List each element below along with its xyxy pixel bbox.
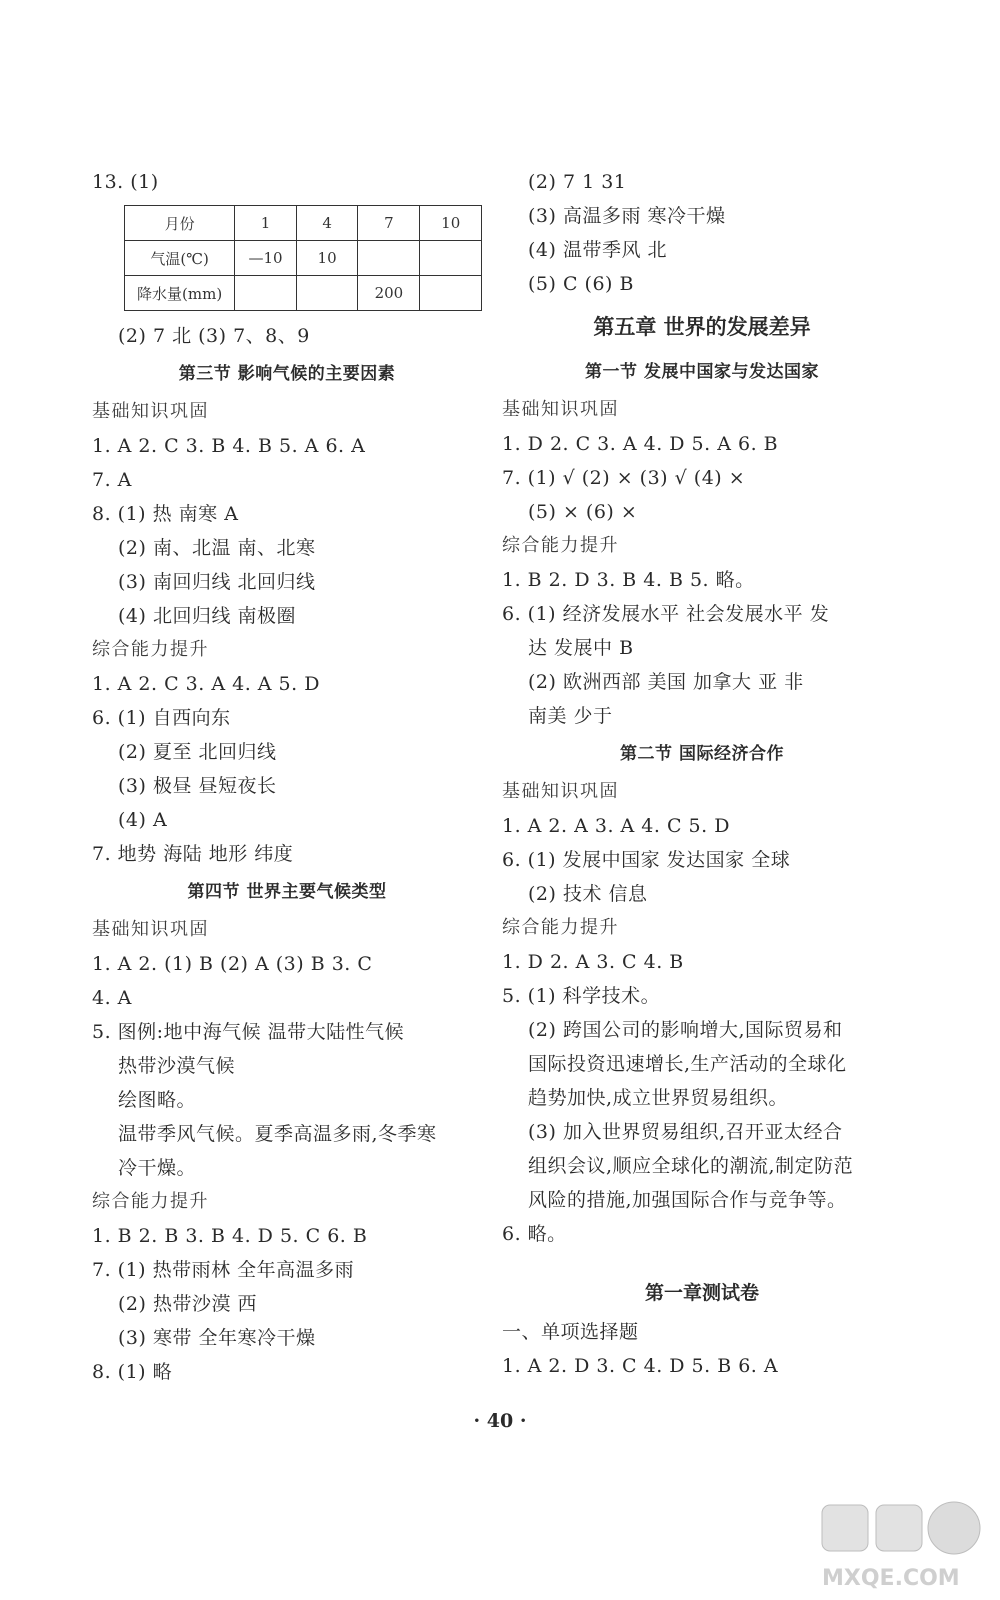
answer-line: 4. A <box>92 987 132 1009</box>
answer-line: (2) 热带沙漠 西 <box>118 1293 257 1315</box>
section-title: 第三节 影响气候的主要因素 <box>178 364 396 384</box>
answer-line: 温带季风气候。夏季高温多雨,冬季寒 <box>118 1123 437 1145</box>
subsection-label: 基础知识巩固 <box>92 401 209 422</box>
section-title: 第四节 世界主要气候类型 <box>187 882 387 902</box>
subsection-label: 基础知识巩固 <box>502 399 619 420</box>
table-cell: —10 <box>235 241 297 276</box>
table-cell: 10 <box>420 206 482 241</box>
climate-table <box>124 205 482 311</box>
answer-line: 趋势加快,成立世界贸易组织。 <box>528 1087 789 1109</box>
right-column <box>502 165 902 1383</box>
answer-line: (5) C (6) B <box>528 273 634 295</box>
answer-line: 1. A 2. D 3. C 4. D 5. B 6. A <box>502 1355 779 1377</box>
answer-line: 1. A 2. C 3. B 4. B 5. A 6. A <box>92 435 366 457</box>
answer-line: 7. A <box>92 469 132 491</box>
subsection-label: 综合能力提升 <box>502 535 619 556</box>
answer-line: 1. B 2. B 3. B 4. D 5. C 6. B <box>92 1225 368 1247</box>
svg-text:MXQE.COM: MXQE.COM <box>822 1566 960 1591</box>
answer-line: 6. (1) 经济发展水平 社会发展水平 发 <box>502 603 830 625</box>
table-cell: 4 <box>296 206 358 241</box>
table-cell: 10 <box>296 241 358 276</box>
answer-line: (2) 南、北温 南、北寒 <box>118 537 316 559</box>
table-cell <box>420 241 482 276</box>
answer-line: 7. (1) √ (2) × (3) √ (4) × <box>502 467 746 489</box>
answer-line: 1. A 2. C 3. A 4. A 5. D <box>92 673 320 695</box>
answer-line: 达 发展中 B <box>528 637 634 659</box>
table-cell: 气温(℃) <box>125 241 235 276</box>
section-title: 第二节 国际经济合作 <box>620 744 784 764</box>
answer-line: (2) 跨国公司的影响增大,国际贸易和 <box>528 1019 843 1041</box>
subsection-label: 综合能力提升 <box>92 1191 209 1212</box>
table-row <box>125 206 482 241</box>
answer-line: 8. (1) 略 <box>92 1361 173 1383</box>
answer-line: (5) × (6) × <box>528 501 638 523</box>
section-title: 第一节 发展中国家与发达国家 <box>585 362 819 382</box>
table-cell <box>296 276 358 311</box>
table-cell: 7 <box>358 206 420 241</box>
answer-line: 6. (1) 发展中国家 发达国家 全球 <box>502 849 791 871</box>
answer-line: (4) 温带季风 北 <box>528 239 667 261</box>
answer-line: 5. (1) 科学技术。 <box>502 985 661 1007</box>
answer-line: 冷干燥。 <box>118 1157 197 1179</box>
table-cell: 降水量(mm) <box>125 276 235 311</box>
answer-line: 国际投资迅速增长,生产活动的全球化 <box>528 1053 847 1075</box>
answer-line: (2) 技术 信息 <box>528 883 648 905</box>
answer-line: 5. 图例:地中海气候 温带大陆性气候 <box>92 1021 405 1043</box>
answer-line: (3) 加入世界贸易组织,召开亚太经合 <box>528 1121 843 1143</box>
table-cell: 200 <box>358 276 420 311</box>
answer-line: 1. B 2. D 3. B 4. B 5. 略。 <box>502 569 755 591</box>
answer-line: (3) 寒带 全年寒冷干燥 <box>118 1327 316 1349</box>
watermark-logo <box>818 1495 988 1595</box>
answer-line: 8. (1) 热 南寒 A <box>92 503 239 525</box>
answer-line: 7. 地势 海陆 地形 纬度 <box>92 843 294 865</box>
answer-line: (2) 7 1 31 <box>528 171 627 193</box>
answer-line: 1. D 2. A 3. C 4. B <box>502 951 684 973</box>
test-part-label: 一、单项选择题 <box>502 1321 639 1343</box>
page-number: · 40 · <box>473 1410 527 1432</box>
answer-line: 1. D 2. C 3. A 4. D 5. A 6. B <box>502 433 779 455</box>
table-row <box>125 276 482 311</box>
subsection-label: 综合能力提升 <box>92 639 209 660</box>
answer-line: 风险的措施,加强国际合作与竞争等。 <box>528 1189 847 1211</box>
subsection-label: 基础知识巩固 <box>502 781 619 802</box>
table-cell <box>235 276 297 311</box>
subsection-label: 基础知识巩固 <box>92 919 209 940</box>
answer-line: 热带沙漠气候 <box>118 1055 236 1077</box>
answer-line: (3) 极昼 昼短夜长 <box>118 775 277 797</box>
table-cell <box>358 241 420 276</box>
table-row <box>125 241 482 276</box>
test-title: 第一章测试卷 <box>644 1282 759 1304</box>
subsection-label: 综合能力提升 <box>502 917 619 938</box>
answer-line: 7. (1) 热带雨林 全年高温多雨 <box>92 1259 355 1281</box>
table-cell <box>420 276 482 311</box>
answer-line: 6. (1) 自西向东 <box>92 707 231 729</box>
q13-label: 13. (1) <box>92 171 159 193</box>
answer-line: 6. 略。 <box>502 1223 567 1245</box>
answer-line: 1. A 2. A 3. A 4. C 5. D <box>502 815 730 837</box>
answer-line: 组织会议,顺应全球化的潮流,制定防范 <box>528 1155 854 1177</box>
answer-line: (3) 南回归线 北回归线 <box>118 571 316 593</box>
answer-line: 1. A 2. (1) B (2) A (3) B 3. C <box>92 953 373 975</box>
answer-line: (4) 北回归线 南极圈 <box>118 605 296 627</box>
answer-line: (3) 高温多雨 寒冷干燥 <box>528 205 726 227</box>
table-cell: 1 <box>235 206 297 241</box>
answer-line: (2) 夏至 北回归线 <box>118 741 277 763</box>
answer-line: (2) 欧洲西部 美国 加拿大 亚 非 <box>528 671 804 693</box>
left-column <box>92 165 482 1389</box>
answer-line: (4) A <box>118 809 168 831</box>
answer-line: 南美 少于 <box>528 705 613 727</box>
answer-line: (2) 7 北 (3) 7、8、9 <box>118 325 310 347</box>
table-cell: 月份 <box>125 206 235 241</box>
chapter-title: 第五章 世界的发展差异 <box>593 314 811 339</box>
answer-line: 绘图略。 <box>118 1089 197 1111</box>
